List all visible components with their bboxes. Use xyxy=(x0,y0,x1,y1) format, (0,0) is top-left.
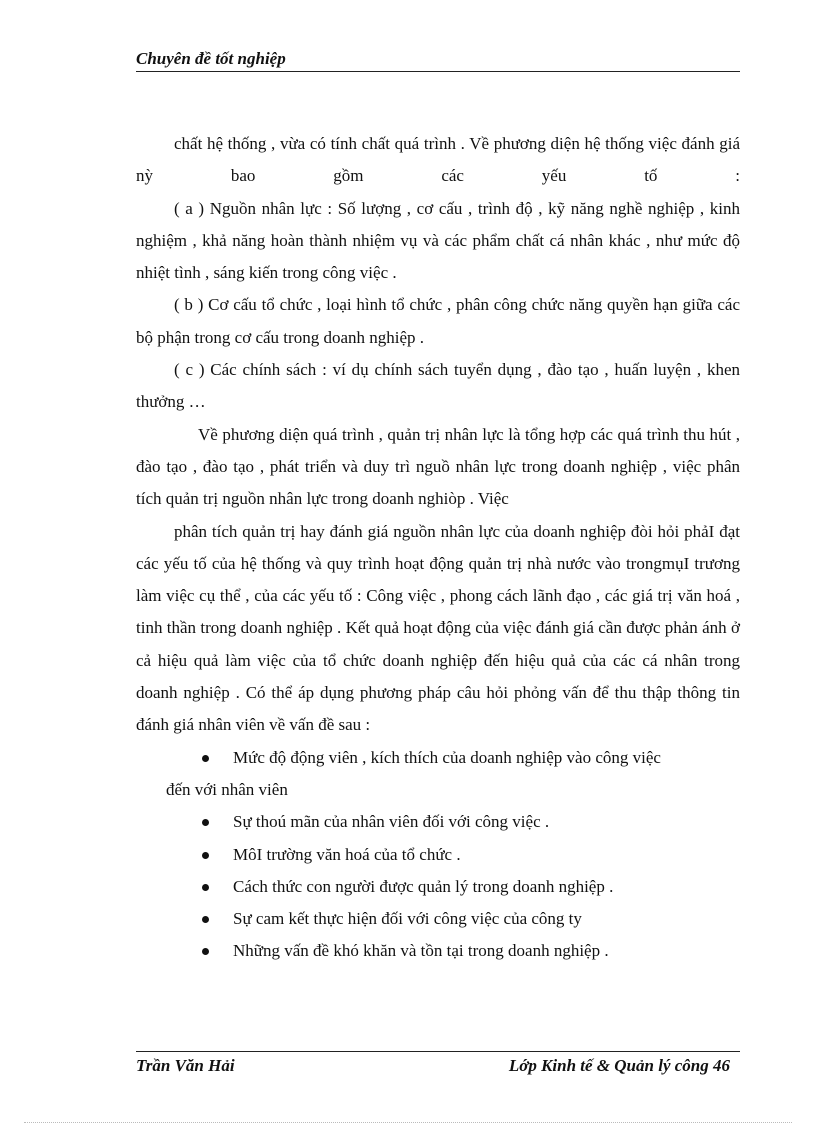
paragraph-2: ( a ) Nguồn nhân lực : Số lượng , cơ cấu , trình độ , kỹ năng nghề nghiệp , kinh nghiệm , khả năng hoàn thành nhiệm vụ và các phẩm chất cá nhân khác , như mức độ nhiệt tình , sáng kiến trong công việc . xyxy=(136,198,740,283)
list-item-continuation: đến với nhân viên xyxy=(166,779,288,799)
page-header xyxy=(136,47,740,72)
list-item-text: Sự thoú mãn của nhân viên đối với công việc . xyxy=(233,812,550,832)
list-item-text: Cách thức con người được quản lý trong doanh nghiệp . xyxy=(233,876,614,896)
bullet-list xyxy=(136,742,740,968)
bullet-icon xyxy=(202,948,209,955)
list-item xyxy=(136,839,740,871)
bullet-icon xyxy=(202,916,209,923)
list-item xyxy=(136,806,740,838)
list-item xyxy=(136,903,740,935)
paragraph-5: Về phương diện quá trình , quản trị nhân lực là tổng hợp các quá trình thu hút , đào tạo , đào tạo , phát triển và duy trì nguồ nhân lực trong doanh nghiệp , việc phân tích quản trị nguồn nhân lực trong doanh nghiòp . Việc xyxy=(136,424,740,509)
bullet-icon xyxy=(202,884,209,891)
paragraph-6: phân tích quản trị hay đánh giá nguồn nhân lực của doanh nghiệp đòi hỏi phảI đạt các yếu tố của hệ thống và quy trình hoạt động quản trị nhà nước vào trongmụI trương làm việc cụ thể , của các yếu tố : Công việc , phong cách lãnh đạo , các giá trị văn hoá , tinh thần trong doanh nghiệp . Kết quả hoạt động của việc đánh giá cần được phản ánh ở cả hiệu quả làm việc của tổ chức doanh nghiệp đến hiệu quả của các cá nhân trong doanh nghiệp . Có thể áp dụng phương pháp câu hỏi phỏng vấn để thu thập thông tin đánh giá nhân viên về vấn đề sau : xyxy=(136,521,740,735)
list-item xyxy=(136,742,740,807)
footer-class: Lớp Kinh tế & Quản lý công 46 xyxy=(508,1056,730,1075)
header-title: Chuyên đề tốt nghiệp xyxy=(136,49,286,68)
bullet-icon xyxy=(202,852,209,859)
list-item xyxy=(136,935,740,967)
paragraph-4: ( c ) Các chính sách : ví dụ chính sách tuyển dụng , đào tạo , huấn luyện , khen thưởng … xyxy=(136,360,740,412)
paragraph-3: ( b ) Cơ cấu tổ chức , loại hình tổ chức , phân công chức năng quyền hạn giữa các bộ phận trong cơ cấu trong doanh nghiệp . xyxy=(136,295,740,347)
list-item xyxy=(136,871,740,903)
footer-author: Trần Văn Hải xyxy=(136,1056,235,1075)
page-footer xyxy=(136,1051,740,1075)
list-item-text: Những vấn đề khó khăn và tồn tại trong doanh nghiệp . xyxy=(233,941,609,961)
paragraph-1: chất hệ thống , vừa có tính chất quá trình . Về phương diện hệ thống việc đánh giá nỳ bao gồm các yếu tố : xyxy=(136,134,740,186)
bullet-icon xyxy=(202,819,209,826)
document-body xyxy=(136,128,740,968)
list-item-text: Sự cam kết thực hiện đối với công việc của công ty xyxy=(233,909,582,929)
list-item-text: Mức độ động viên , kích thích của doanh nghiệp vào công việc xyxy=(233,747,661,767)
list-item-text: MôI trường văn hoá của tổ chức . xyxy=(233,844,461,864)
bullet-icon xyxy=(202,755,209,762)
